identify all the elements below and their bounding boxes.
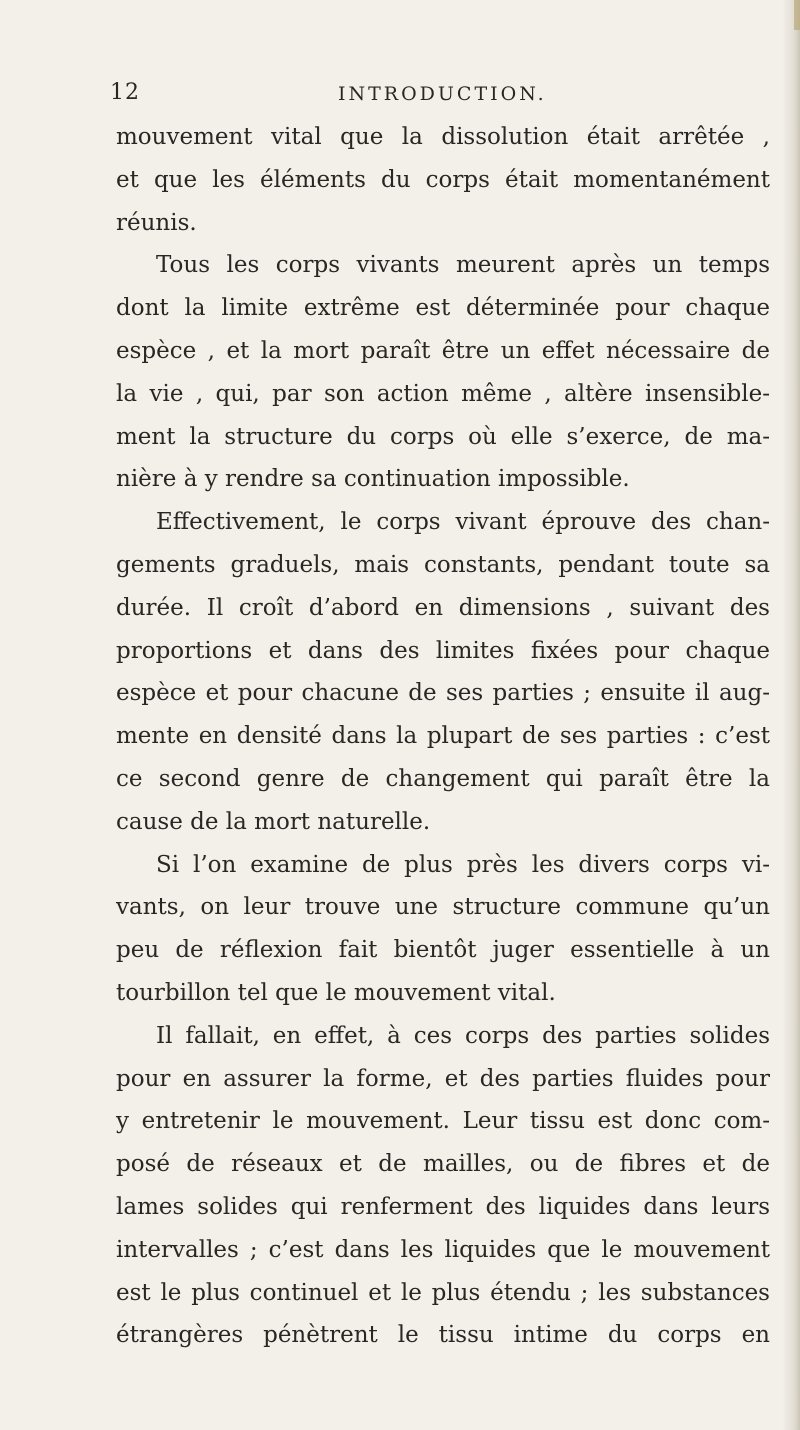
text-line: dont la limite extrême est déterminée pour chaque <box>116 295 770 322</box>
text-line: y entretenir le mouvement. Leur tissu est donc com- <box>116 1108 770 1135</box>
text-line: espèce et pour chacune de ses parties ; ensuite il aug- <box>116 680 770 707</box>
text-line: lames solides qui renferment des liquides dans leurs <box>116 1193 770 1220</box>
page-edge-shadow <box>782 0 800 1430</box>
text-line: Il fallait, en effet, à ces corps des parties solides <box>156 1022 770 1049</box>
text-line: tourbillon tel que le mouvement vital. <box>116 979 556 1006</box>
page-corner-mark <box>794 0 800 30</box>
text-line: mente en densité dans la plupart de ses parties : c’est <box>116 723 770 750</box>
text-line: Effectivement, le corps vivant éprouve des chan- <box>156 509 770 536</box>
text-line: pour en assurer la forme, et des parties fluides pour <box>116 1065 770 1092</box>
text-line: peu de réflexion fait bientôt juger essentielle à un <box>116 937 770 964</box>
text-line: proportions et dans des limites fixées pour chaque <box>116 637 770 664</box>
text-line: intervalles ; c’est dans les liquides que le mouvement <box>116 1236 770 1263</box>
text-line: cause de la mort naturelle. <box>116 808 431 835</box>
text-line: mouvement vital que la dissolution était arrêtée , <box>116 124 770 150</box>
text-line: ment la structure du corps où elle s’exerce, de ma- <box>116 423 770 450</box>
page-number: 12 <box>110 80 140 105</box>
body-text <box>116 116 770 1357</box>
text-line: ce second genre de changement qui paraît être la <box>116 765 770 792</box>
text-line: nière à y rendre sa continuation impossible. <box>116 466 630 493</box>
text-line: est le plus continuel et le plus étendu ; les substances <box>116 1279 770 1306</box>
text-line: Si l’on examine de plus près les divers corps vi- <box>156 851 770 878</box>
text-line: la vie , qui, par son action même , altère insensible- <box>116 380 770 407</box>
text-line: posé de réseaux et de mailles, ou de fibres et de <box>116 1151 770 1178</box>
text-line: réunis. <box>116 209 197 236</box>
text-line: Tous les corps vivants meurent après un temps <box>156 252 770 279</box>
text-line: espèce , et la mort paraît être un effet nécessaire de <box>116 337 770 364</box>
text-line: étrangères pénètrent le tissu intime du corps en <box>116 1322 770 1349</box>
text-line: vants, on leur trouve une structure commune qu’un <box>116 894 770 921</box>
text-line: durée. Il croît d’abord en dimensions , suivant des <box>116 594 770 621</box>
text-line: gements graduels, mais constants, pendant toute sa <box>116 551 770 578</box>
running-head: INTRODUCTION. <box>338 83 547 105</box>
page-header <box>110 80 670 120</box>
text-line: et que les éléments du corps était momentanément <box>116 166 770 193</box>
